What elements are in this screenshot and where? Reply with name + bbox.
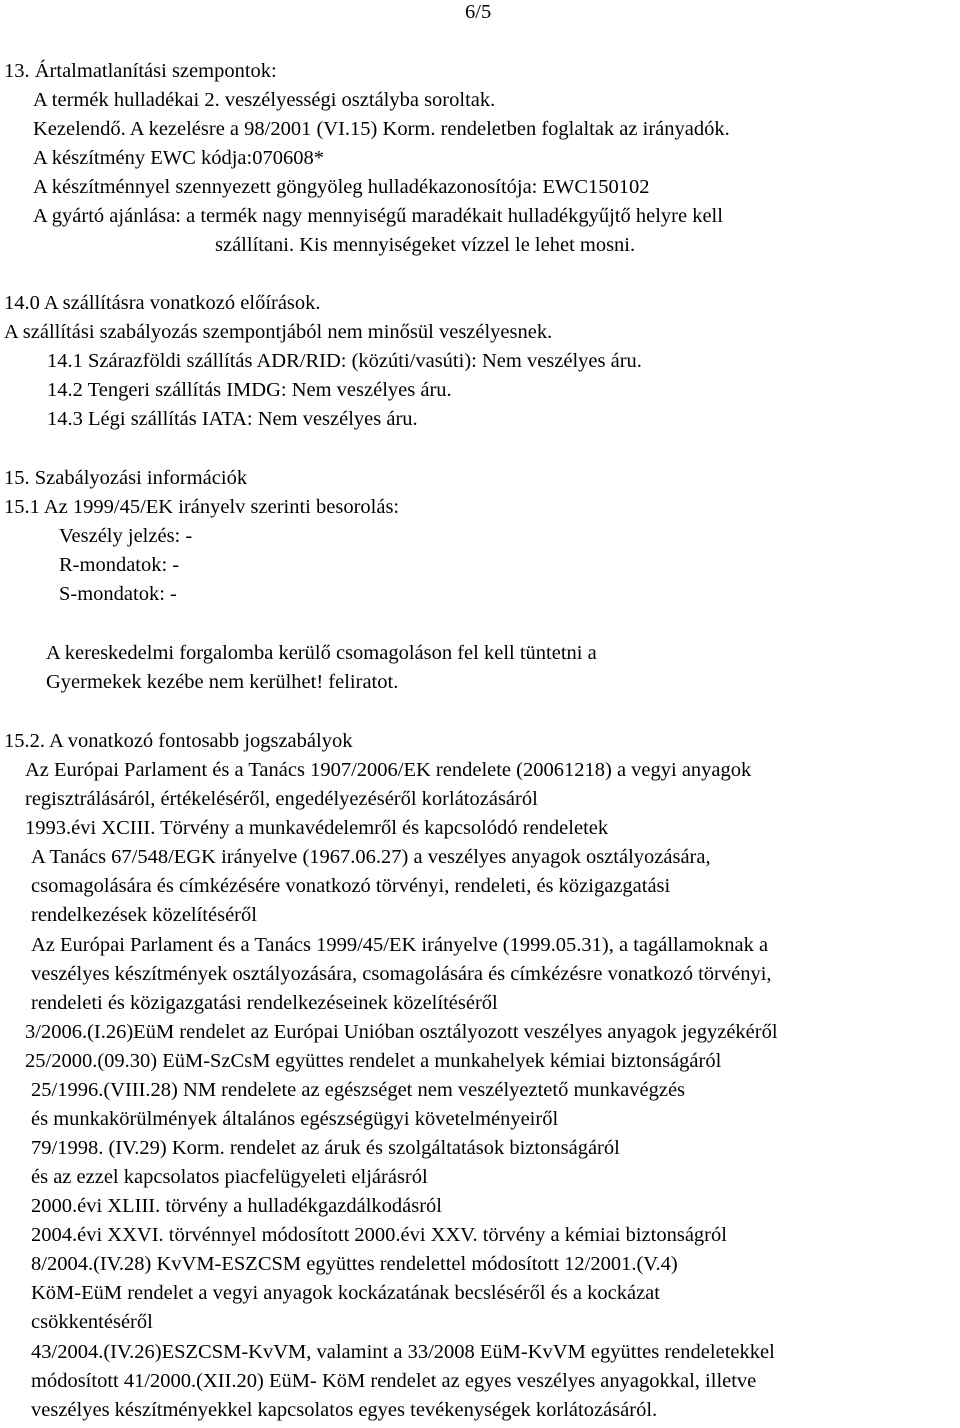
regulation-line: regisztrálásáról, értékeléséről, engedélyezéséről korlátozásáról (25, 788, 538, 810)
s-phrases-item: S-mondatok: - (59, 583, 177, 605)
regulation-line: módosított 41/2000.(XII.20) EüM- KöM rendelet az egyes veszélyes anyagokkal, illetve (31, 1370, 757, 1392)
section-13-line: A készítmény EWC kódja:070608* (33, 147, 324, 169)
regulation-line: 25/2000.(09.30) EüM-SzCsM együttes rendelet a munkahelyek kémiai biztonságáról (25, 1050, 722, 1072)
hazard-label-item: Veszély jelzés: - (59, 525, 193, 547)
regulation-line: és az ezzel kapcsolatos piacfelügyeleti eljárásról (31, 1166, 428, 1188)
regulation-line: veszélyes készítmények osztályozására, csomagolására és címkézésre vonatkozó törvényi, (31, 963, 772, 985)
r-phrases-item: R-mondatok: - (59, 554, 180, 576)
page-number: 6/5 (465, 1, 492, 23)
section-14-item: 14.2 Tengeri szállítás IMDG: Nem veszélyes áru. (47, 379, 452, 401)
section-13-heading: 13. Ártalmatlanítási szempontok: (4, 60, 277, 82)
regulation-line: 3/2006.(I.26)EüM rendelet az Európai Unióban osztályozott veszélyes anyagok jegyzékéről (25, 1021, 778, 1043)
section-14-heading: 14.0 A szállításra vonatkozó előírások. (4, 292, 321, 314)
regulation-line: rendelkezések közelítéséről (31, 904, 257, 926)
label-note-line: Gyermekek kezébe nem kerülhet! feliratot. (46, 671, 399, 693)
regulation-line: Az Európai Parlament és a Tanács 1907/2006/EK rendelete (20061218) a vegyi anyagok (25, 759, 752, 781)
regulation-line: 79/1998. (IV.29) Korm. rendelet az áruk és szolgáltatások biztonságáról (31, 1137, 620, 1159)
section-13-line: A készítménnyel szennyezett göngyöleg hulladékazonosítója: EWC150102 (33, 176, 650, 198)
label-note-line: A kereskedelmi forgalomba kerülő csomagoláson fel kell tüntetni a (46, 642, 597, 664)
regulation-line: rendeleti és közigazgatási rendelkezéseinek közelítéséről (31, 992, 498, 1014)
regulation-line: Az Európai Parlament és a Tanács 1999/45/EK irányelve (1999.05.31), a tagállamoknak a (31, 934, 769, 956)
section-13-line: Kezelendő. A kezelésre a 98/2001 (VI.15) Korm. rendeletben foglaltak az irányadók. (33, 118, 730, 140)
section-15-1-heading: 15.1 Az 1999/45/EK irányelv szerinti besorolás: (4, 496, 400, 518)
regulation-line: és munkakörülmények általános egészségügyi követelményeiről (31, 1108, 559, 1130)
regulation-line: 1993.évi XCIII. Törvény a munkavédelemről és kapcsolódó rendeletek (25, 817, 609, 839)
regulation-line: A Tanács 67/548/EGK irányelve (1967.06.27) a veszélyes anyagok osztályozására, (31, 846, 711, 868)
section-13-line: A termék hulladékai 2. veszélyességi osztályba soroltak. (33, 89, 496, 111)
section-14-item: 14.3 Légi szállítás IATA: Nem veszélyes áru. (47, 408, 418, 430)
section-14-item: 14.1 Szárazföldi szállítás ADR/RID: (közúti/vasúti): Nem veszélyes áru. (47, 350, 642, 372)
section-13-line: szállítani. Kis mennyiségeket vízzel le lehet mosni. (215, 234, 636, 256)
regulation-line: veszélyes készítményekkel kapcsolatos egyes tevékenységek korlátozásáról. (31, 1399, 658, 1421)
section-15-2-heading: 15.2. A vonatkozó fontosabb jogszabályok (4, 730, 353, 752)
regulation-line: 2004.évi XXVI. törvénnyel módosított 2000.évi XXV. törvény a kémiai biztonságról (31, 1224, 727, 1246)
regulation-line: csomagolására és címkézésére vonatkozó törvényi, rendeleti, és közigazgatási (31, 875, 671, 897)
regulation-line: KöM-EüM rendelet a vegyi anyagok kockázatának becsléséről és a kockázat (31, 1282, 660, 1304)
section-15-heading: 15. Szabályozási információk (4, 467, 248, 489)
regulation-line: 2000.évi XLIII. törvény a hulladékgazdálkodásról (31, 1195, 443, 1217)
regulation-line: 8/2004.(IV.28) KvVM-ESZCSM együttes rendelettel módosított 12/2001.(V.4) (31, 1253, 678, 1275)
section-13-line: A gyártó ajánlása: a termék nagy mennyiségű maradékait hulladékgyűjtő helyre kell (33, 205, 723, 227)
regulation-line: csökkentéséről (31, 1311, 153, 1333)
regulation-line: 25/1996.(VIII.28) NM rendelete az egészséget nem veszélyeztető munkavégzés (31, 1079, 686, 1101)
section-14-intro: A szállítási szabályozás szempontjából nem minősül veszélyesnek. (4, 321, 553, 343)
regulation-line: 43/2004.(IV.26)ESZCSM-KvVM, valamint a 33/2008 EüM-KvVM együttes rendeletekkel (31, 1341, 775, 1363)
